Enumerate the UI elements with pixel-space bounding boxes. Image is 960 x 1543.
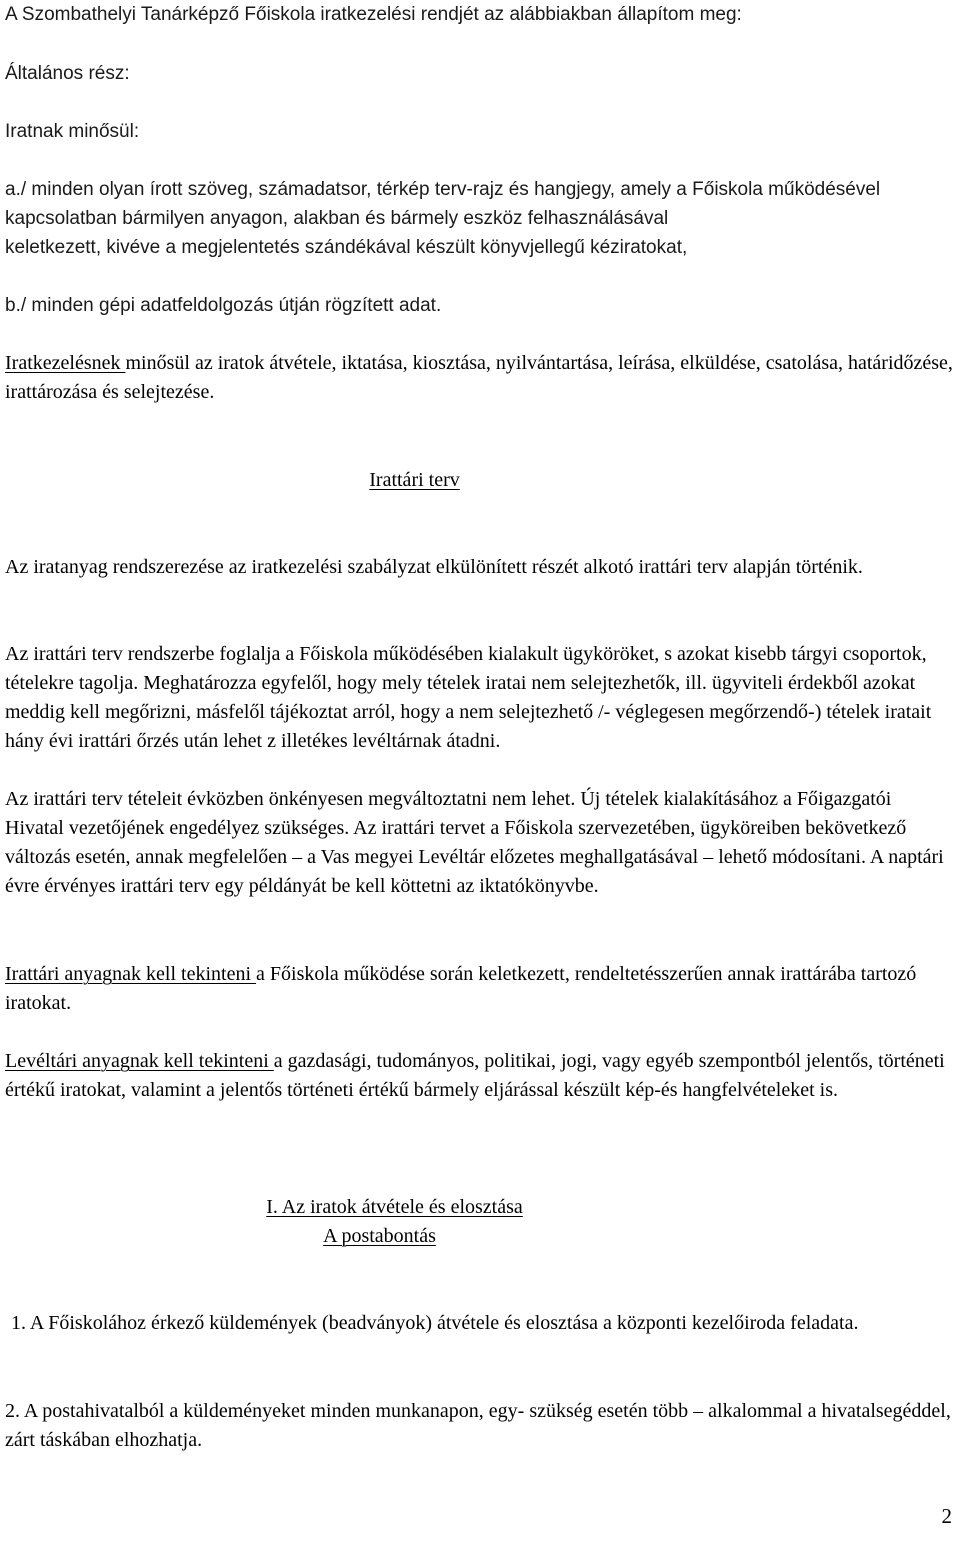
- page-number: 2: [941, 1504, 952, 1528]
- filing-plan-paragraph-1: Az iratanyag rendszerezése az iratkezelési szabályzat elkülönített részét alkotó irattári terv alapján történik.: [5, 556, 863, 578]
- archival-material-term: Levéltári anyagnak kell tekinteni: [5, 1050, 274, 1072]
- archive-material-text: a Főiskola működése során keletkezett, rendeltetésszerűen annak irattárába tartozó iratokat.: [5, 963, 917, 1014]
- records-management-text: minősül az iratok átvétele, iktatása, kiosztása, nyilvántartása, leírása, elküldése, csatolása, határidőzése, irattározása és selejtezése.: [5, 352, 953, 403]
- filing-plan-paragraph-2: Az irattári terv rendszerbe foglalja a Főiskola működésében kialakult ügyköröket, s azokat kisebb tárgyi csoportok, tételekre tagolja. Meghatározza egyfelől, hogy mely tételek iratai nem selejtezhetők, ill. ügyviteli érdekből azokat meddig kell megőrizni, másfelől tájékoztat arról, hogy a nem selejtezhető /- véglegesen megőrzendő-) tételek iratait hány évi irattári őrzés után lehet z illetékes levéltárnak átadni.: [5, 643, 932, 752]
- archival-material-text: a gazdasági, tudományos, politikai, jogi, vagy egyéb szempontból jelentős, történeti értékű iratokat, valamint a jelentős történeti értékű bármely eljárással készült kép-és hangfelvételeket is.: [5, 1050, 945, 1101]
- definition-a-part2: keletkezett, kivéve a megjelentetés szándékával készült könyvjellegű kéziratokat,: [5, 237, 688, 258]
- definition-a-part1: a./ minden olyan írott szöveg, számadatsor, térkép terv-rajz és hangjegy, amely a Főiskola működésével kapcsolatban bármilyen anyagon, alakban és bármely eszköz felhasználásával: [5, 179, 881, 229]
- general-part-heading: Általános rész:: [5, 63, 130, 84]
- definition-b: b./ minden gépi adatfeldolgozás útján rögzített adat.: [5, 295, 442, 316]
- document-definition-label: Iratnak minősül:: [5, 121, 140, 142]
- intro-line: A Szombathelyi Tanárképző Főiskola iratkezelési rendjét az alábbiakban állapítom meg:: [5, 4, 742, 25]
- section-title: I. Az iratok átvétele és elosztása: [266, 1196, 523, 1218]
- records-management-term: Iratkezelésnek: [5, 352, 126, 374]
- filing-plan-heading: Irattári terv: [369, 469, 460, 491]
- records-management-paragraph: [5, 349, 955, 407]
- list-item-2: 2. A postahivatalból a küldeményeket minden munkanapon, egy- szükség esetén több – alkalommal a hivatalsegéddel, zárt táskában elhozhatja.: [5, 1400, 951, 1451]
- list-item-1: 1. A Főiskolához érkező küldemények (beadványok) átvétele és elosztása a központi kezelőiroda feladata.: [11, 1312, 859, 1334]
- archive-material-term: Irattári anyagnak kell tekinteni: [5, 963, 257, 985]
- archival-material-paragraph: [5, 1047, 955, 1105]
- section-subtitle: A postabontás: [323, 1225, 436, 1247]
- filing-plan-paragraph-3: Az irattári terv tételeit évközben önkényesen megváltoztatni nem lehet. Új tételek kialakításához a Főigazgatói Hivatal vezetőjének engedélyez szükséges. Az irattári tervet a Főiskola szervezetében, ügyköreiben bekövetkező változás esetén, annak megfelelően – a Vas megyei Levéltár előzetes meghallgatásával – lehető módosítani. A naptári évre érvényes irattári terv egy példányát be kell köttetni az iktatókönyvbe.: [5, 788, 944, 897]
- archive-material-paragraph: [5, 960, 955, 1018]
